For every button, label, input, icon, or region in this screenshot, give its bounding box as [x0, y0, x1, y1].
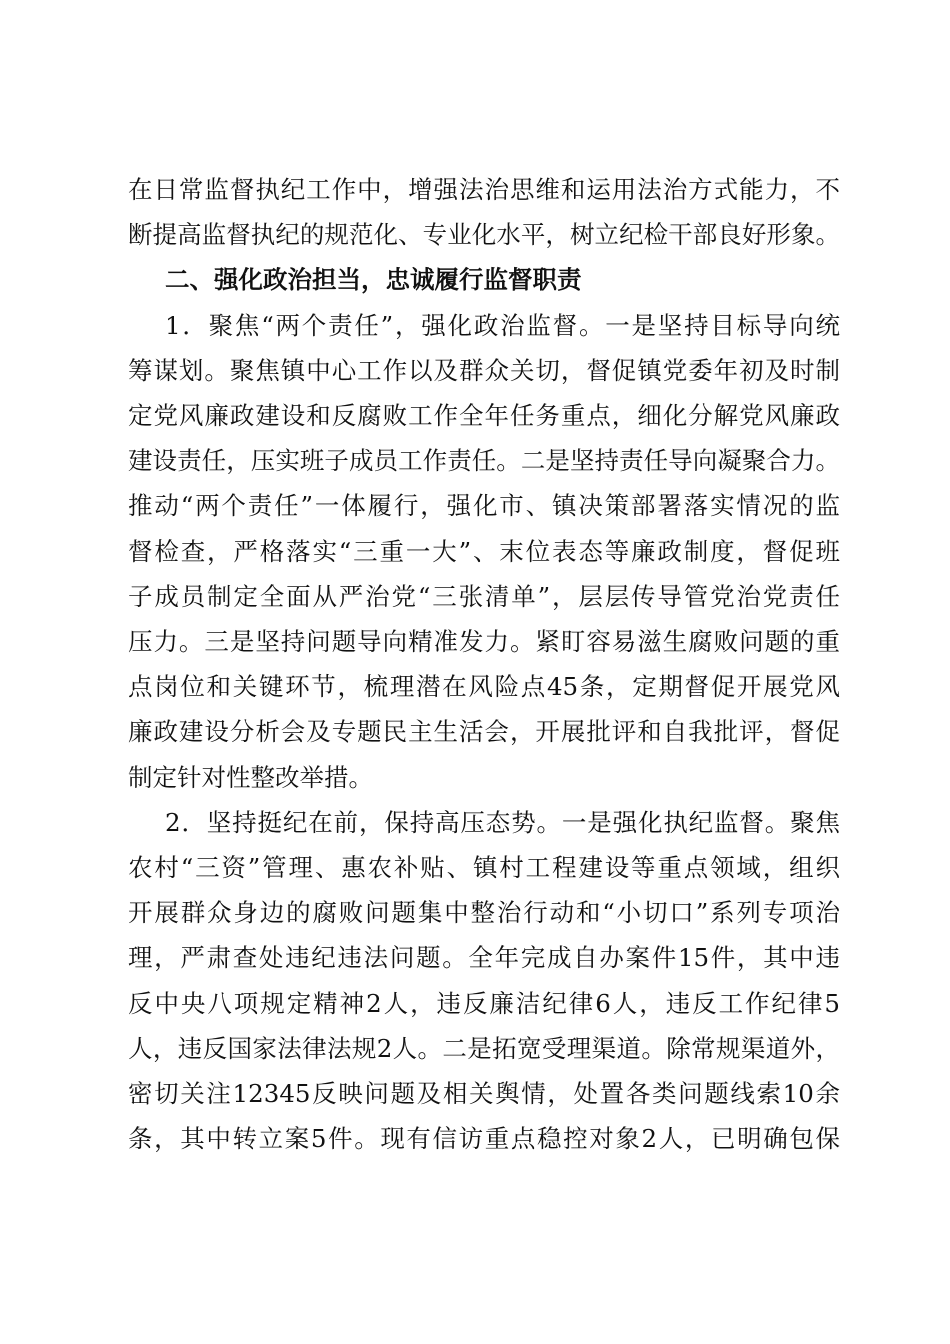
text-line: 理，严肃查处违纪违法问题。全年完成自办案件15件，其中违 — [128, 943, 840, 973]
text-line: 建设责任，压实班子成员工作责任。二是坚持责任导向凝聚合力。 — [128, 446, 840, 476]
text-line: 筹谋划。聚焦镇中心工作以及群众关切，督促镇党委年初及时制 — [128, 355, 840, 385]
section-heading: 二、强化政治担当，忠诚履行监督职责 — [165, 265, 582, 295]
text-line: 密切关注12345反映问题及相关舆情，处置各类问题线索10余 — [128, 1079, 840, 1108]
text-line: 压力。三是坚持问题导向精准发力。紧盯容易滋生腐败问题的重 — [128, 627, 840, 656]
text-line: 在日常监督执纪工作中，增强法治思维和运用法治方式能力，不 — [128, 175, 840, 204]
text-line: 定党风廉政建设和反腐败工作全年任务重点，细化分解党风廉政 — [128, 401, 840, 430]
text-line: 断提高监督执纪的规范化、专业化水平，树立纪检干部良好形象。 — [128, 220, 840, 250]
text-line: 人，违反国家法律法规2人。二是拓宽受理渠道。除常规渠道外， — [128, 1033, 840, 1063]
text-line: 制定针对性整改举措。 — [128, 762, 373, 792]
text-line: 子成员制定全面从严治党“三张清单”，层层传导管党治党责任 — [128, 581, 840, 611]
text-line: 条，其中转立案5件。现有信访重点稳控对象2人，已明确包保 — [128, 1124, 840, 1154]
text-line: 反中央八项规定精神2人，违反廉洁纪律6人，违反工作纪律5 — [128, 988, 840, 1018]
text-line: 农村“三资”管理、惠农补贴、镇村工程建设等重点领域，组织 — [128, 853, 840, 882]
text-line: 廉政建设分析会及专题民主生活会，开展批评和自我批评，督促 — [128, 717, 840, 747]
text-line: 推动“两个责任”一体履行，强化市、镇决策部署落实情况的监 — [128, 491, 840, 521]
text-line: 1．聚焦“两个责任”，强化政治监督。一是坚持目标导向统 — [165, 310, 840, 340]
text-line: 点岗位和关键环节，梳理潜在风险点45条，定期督促开展党风 — [128, 672, 840, 702]
text-line: 开展群众身边的腐败问题集中整治行动和“小切口”系列专项治 — [128, 898, 840, 928]
text-line: 督检查，严格落实“三重一大”、末位表态等廉政制度，督促班 — [128, 536, 840, 566]
text-line: 2．坚持挺纪在前，保持高压态势。一是强化执纪监督。聚焦 — [165, 807, 840, 837]
